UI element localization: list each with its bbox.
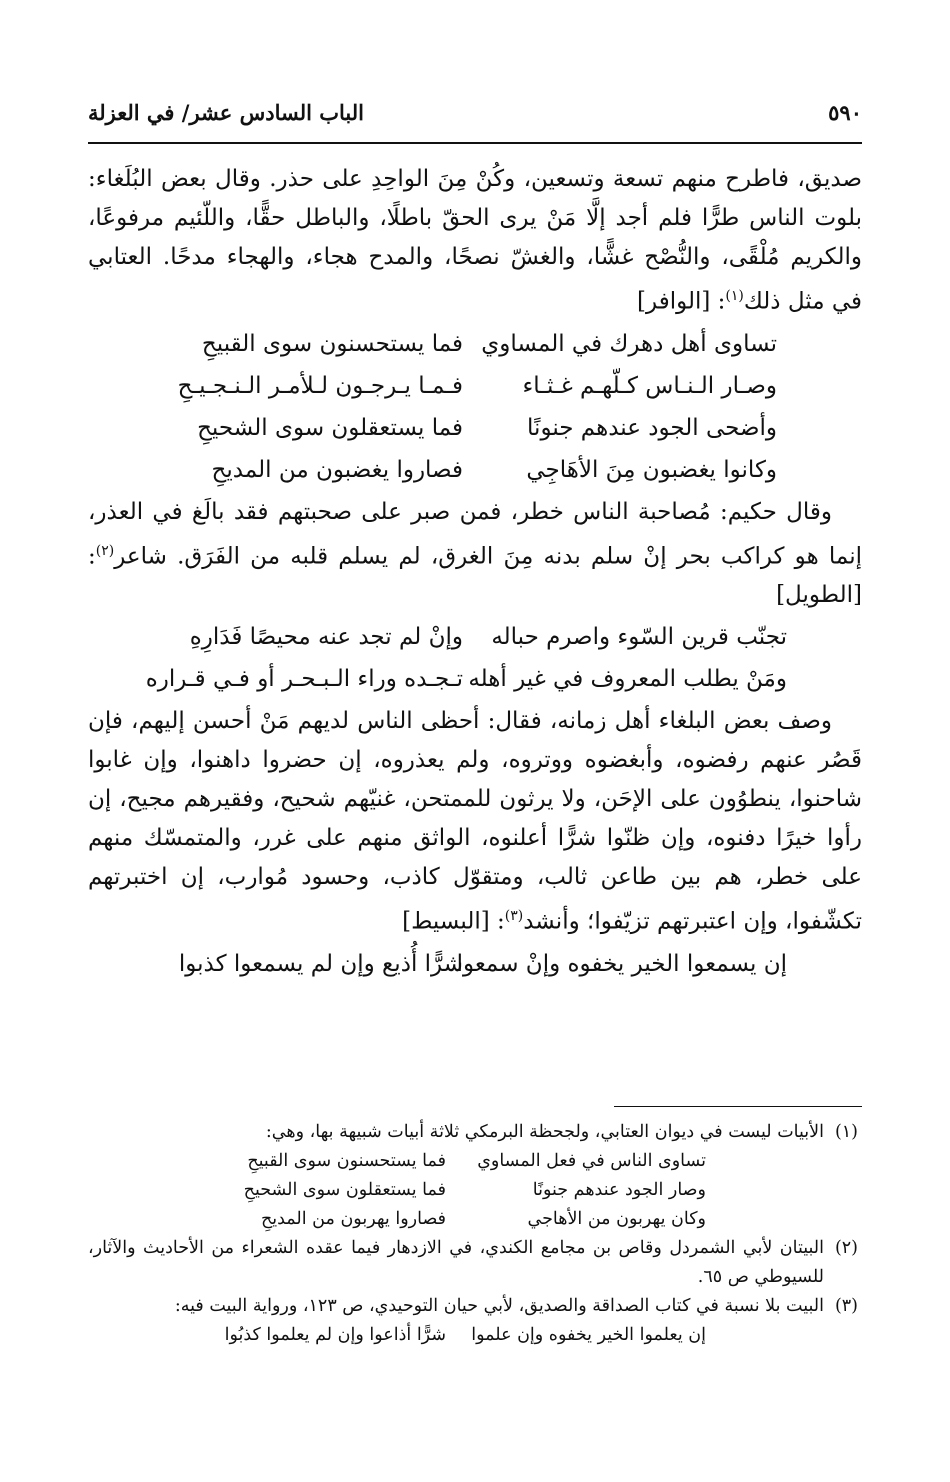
hemistich-second: تـجـده وراء الـبـحـر أو فـي قـراره [145, 666, 463, 693]
footnote-3 [88, 1292, 858, 1321]
hemistich-first: وأضحى الجود عندهم جنونًا [527, 414, 777, 441]
verse-line [88, 660, 862, 699]
poem-2 [88, 618, 862, 699]
paragraph-2: وقال حكيم: مُصاحبة الناس خطر، فمن صبر على صحبتهم فقد بالَغ في العذر، إنما هو كراكب بحر إنْ سلم بدنه مِنَ الغرق، لم يسلم قلبه من الفَرَق. شاعر$^{(٢)}$: [الطويل] [88, 498, 862, 609]
hemistich-second: شرًّا أذاعوا وإن لم يعلموا كذبُوا [224, 1325, 446, 1345]
hemistich-first: وصار الجود عندهم جنونًا [532, 1180, 706, 1200]
footnotes [88, 1118, 858, 1350]
main-text [88, 160, 862, 987]
hemistich-second: وإنْ لم تجد عنه محيصًا فَدَارِهِ [189, 624, 463, 651]
footnote-number: (٣) [834, 1296, 858, 1316]
footnote-verse-line [88, 1147, 858, 1176]
paragraph-1: صديق، فاطرح منهم تسعة وتسعين، وكُنْ مِنَ الواحِدِ على حذر. وقال بعض البُلَغاء: بلوت الناس طرًّا فلم أجد إلَّا مَنْ يرى الحقّ باطلًا، والباطل حقًّا، واللّئيم مرفوعًا، والكريم مُلْقًى، والنُّصْح غشًّا، والغشّ نصحًا، والمدح هجاء، والهجاء مدحًا. العتابي في مثل ذلك$^{(١)}$: [الوافر] [88, 166, 862, 315]
footnote-ref-1: (١) [725, 288, 744, 304]
footnote-verse-line [88, 1321, 858, 1350]
hemistich-first: ومَنْ يطلب المعروف في غير أهله [468, 666, 787, 693]
verse-line [88, 325, 862, 364]
hemistich-first: تساوى الناس في فعل المساوي [477, 1151, 706, 1171]
footnote-verse-line [88, 1205, 858, 1234]
hemistich-second: فصاروا يغضبون من المديحِ [211, 456, 463, 483]
footnote-separator [614, 1106, 862, 1107]
hemistich-first: إن يعلموا الخير يخفوه وإن علموا [471, 1325, 706, 1345]
hemistich-second: فصاروا يهربون من المديحِ [260, 1209, 446, 1229]
footnote-verse-line [88, 1176, 858, 1205]
footnote-1 [88, 1118, 858, 1147]
paragraph-3: وصف بعض البلغاء أهل زمانه، فقال: أحظى الناس لديهم مَنْ أحسن إليهم، فإن قَصُر عنهم رفضوه، وأبغضوه ووتروه، ولم يعذروه، إن حضروا داهنوا، وإن غابوا شاحنوا، ينطوُون على الإحَن، ولا يرثون للممتحن، غنيّهم شحيح، وفقيرهم مجيح، إن رأوا خيرًا دفنوه، وإن ظنّوا شرًّا أعلنوه، الواثق منهم على غرر، والمتمسّك منهم على خطر، هم بين طاعن ثالب، ومتقوّل كاذب، وحسود مُوارب، إن اختبرتهم تكشّفوا، وإن اعتبرتهم تزيّفوا؛ وأنشد$^{(٣)}$: [البسيط] [88, 708, 862, 935]
footnote-number: (١) [834, 1122, 858, 1142]
header-rule [88, 142, 862, 144]
hemistich-second: فما يستعقلون سوى الشحيحِ [243, 1180, 446, 1200]
verse-line [88, 409, 862, 448]
verse-line [88, 451, 862, 490]
verse-line [88, 945, 862, 984]
hemistich-first: تجنّب قرين السّوء واصرم حباله [491, 624, 787, 651]
hemistich-second: فما يستحسنون سوى القبيحِ [247, 1151, 446, 1171]
hemistich-second: فـمـا يـرجـون لـلأمـر الـنـجـيـحِ [177, 372, 463, 399]
footnote-text: البيتان لأبي الشمردل وقاص بن مجامع الكندي، في الازدهار فيما عقده الشعراء من الأحاديث والآثار، للسيوطي ص ٦٥. [88, 1238, 824, 1287]
hemistich-first: إن يسمعوا الخير يخفوه وإنْ سمعوا [456, 950, 787, 977]
hemistich-first: تساوى أهل دهرك في المساوي [481, 330, 777, 357]
poem-1 [88, 325, 862, 490]
hemistich-first: وكانوا يغضبون مِنَ الأهَاجِي [526, 456, 777, 483]
running-header [88, 92, 862, 132]
chapter-title: الباب السادس عشر/ في العزلة [88, 99, 365, 125]
footnote-2 [88, 1234, 858, 1292]
verse-line [88, 618, 862, 657]
hemistich-second: فما يستعقلون سوى الشحيحِ [197, 414, 463, 441]
poem-3 [88, 945, 862, 984]
hemistich-second: شرًّا أُذيع وإن لم يسمعوا كذبوا [178, 950, 463, 977]
footnote-ref-3: (٣) [504, 908, 524, 925]
page-number: ٥٩٠ [828, 99, 862, 125]
footnote-number: (٢) [834, 1238, 858, 1258]
hemistich-first: وكان يهربون من الأهاجي [527, 1209, 706, 1229]
footnote-text: الأبيات ليست في ديوان العتابي، ولجحظة البرمكي ثلاثة أبيات شبيهة بها، وهي: [265, 1122, 824, 1142]
footnote-text: البيت بلا نسبة في كتاب الصداقة والصديق، لأبي حيان التوحيدي، ص ١٢٣، ورواية البيت فيه: [174, 1296, 824, 1316]
footnote-ref-2: (٢) [95, 542, 115, 559]
verse-line [88, 367, 862, 406]
hemistich-first: وصـار الـنـاس كـلّهـم غـثـاء [522, 372, 777, 399]
hemistich-second: فما يستحسنون سوى القبيحِ [201, 330, 463, 357]
